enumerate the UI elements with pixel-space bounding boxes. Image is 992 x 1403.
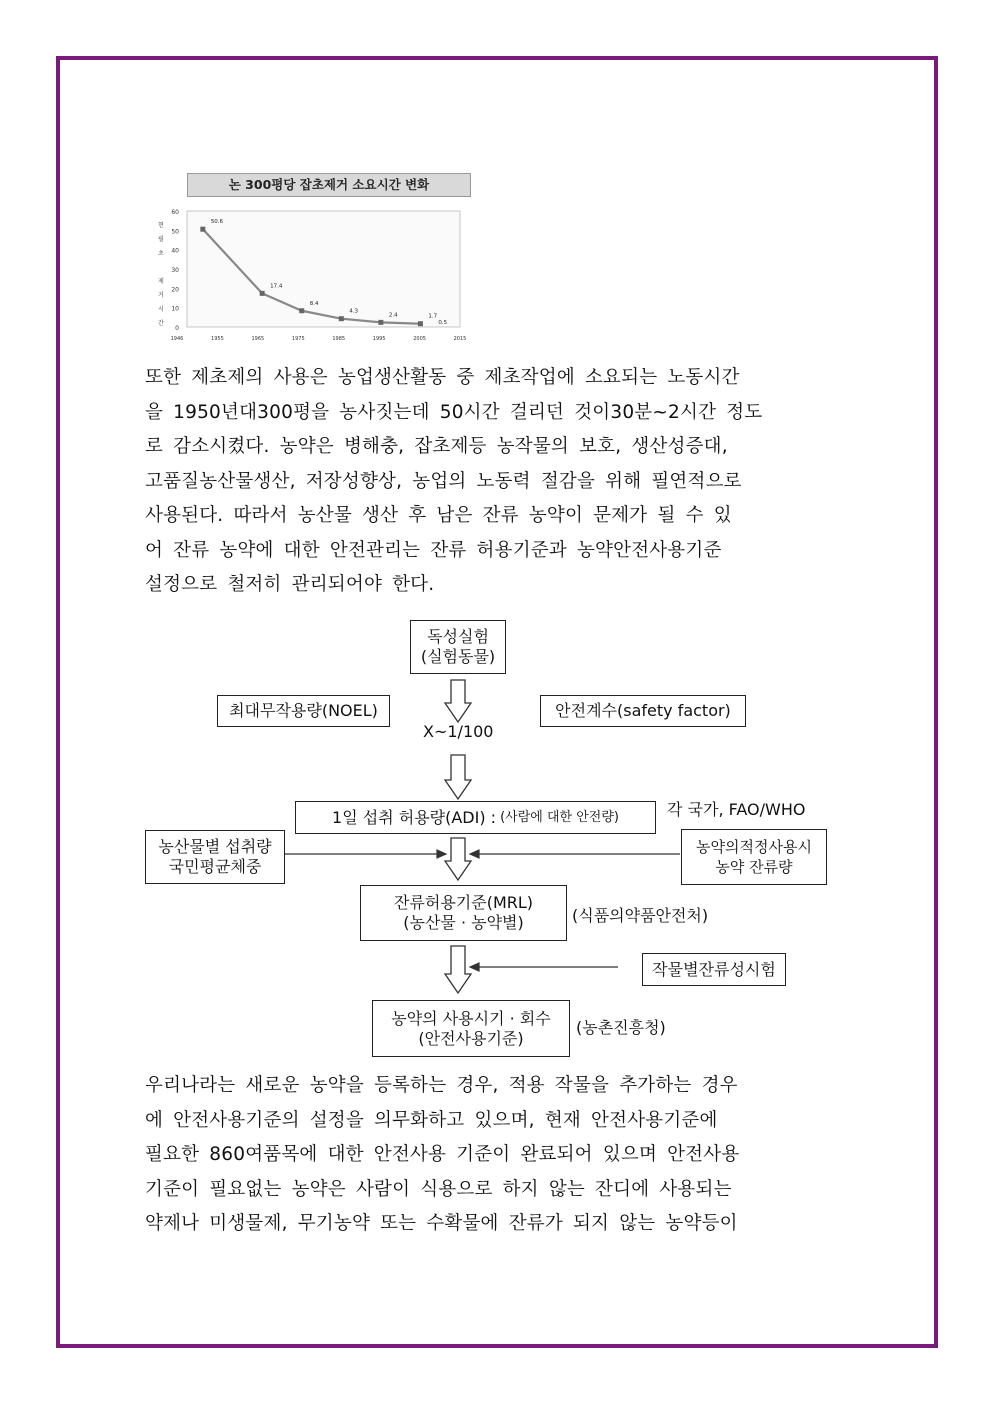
data-label: 50.6: [210, 219, 224, 226]
crop-test-box: [642, 953, 786, 986]
y-axis-label-char: 필: [158, 236, 164, 243]
text-line: 고품질농산물생산, 저장성향상, 농업의 노동력 절감을 위해 필연적으로: [145, 470, 742, 492]
data-label: 2.4: [388, 312, 398, 319]
text-line: 필요한 860여품목에 대한 안전사용 기준이 완료되어 있으며 안전사용: [145, 1144, 740, 1165]
text-line: 로 감소시켰다. 농약은 병해충, 잡초제등 농작물의 보호, 생산성증대,: [145, 436, 728, 457]
down-arrow-1: [445, 680, 471, 722]
x-tick-label: 2015: [453, 336, 467, 342]
residue-line-2: 농약 잔류량: [715, 858, 793, 876]
data-label: 8.4: [309, 300, 319, 307]
y-axis-label-char: 초: [158, 250, 164, 257]
y-tick-label: 60: [171, 209, 179, 216]
intake-arrowhead: [437, 850, 446, 858]
y-tick-label: 20: [171, 286, 179, 294]
intake-box: [145, 830, 285, 884]
intake-line-1: 농산물별 섭취량: [158, 837, 272, 856]
safety-factor-box: [540, 695, 746, 727]
x-tick-label: 1975: [291, 336, 305, 342]
down-arrow-2: [445, 755, 471, 799]
usage-box: [372, 1000, 570, 1057]
adi-box: [295, 801, 656, 834]
crop-test-label: 작물별잔류성시험: [652, 959, 776, 979]
residue-arrowhead: [470, 850, 479, 858]
down-arrow-3: [445, 838, 471, 880]
down-arrow-4: [445, 946, 471, 993]
mrl-line-2: (농산물 · 농약별): [403, 913, 524, 932]
intake-line-2: 국민평균체중: [168, 857, 262, 876]
x-tick-label: 1995: [372, 336, 386, 342]
y-tick-label: 50: [171, 228, 179, 236]
chart-title: 논 300평당 잡초제거 소요시간 변화: [187, 173, 471, 197]
x-tick-label: 2005: [413, 336, 426, 342]
x-tick-label: 1965: [251, 336, 265, 342]
data-label: 17.4: [270, 283, 283, 290]
country-label: 각 국가, FAO/WHO: [667, 800, 806, 819]
text-line: 우리나라는 새로운 농약을 등록하는 경우, 적용 작물을 추가하는 경우: [145, 1075, 738, 1096]
noel-box: [217, 695, 390, 727]
mrl-box: [360, 885, 567, 941]
residue-box: [681, 829, 827, 885]
noel-label: 최대무작용량(NOEL): [229, 701, 378, 720]
y-axis-label-char: 간: [158, 320, 164, 327]
text-line: 에 안전사용기준의 설정을 의무화하고 있으며, 현재 안전사용기준에: [145, 1109, 718, 1131]
toxicity-line-1: 독성실험: [427, 627, 489, 646]
toxicity-test-box: [410, 620, 506, 674]
x-tick-label: 1955: [211, 336, 224, 342]
residue-line-1: 농약의적정사용시: [696, 838, 812, 856]
x-tick-label: 1985: [332, 336, 346, 342]
toxicity-line-2: (실험동물): [420, 647, 496, 666]
y-axis-label-char: 시: [158, 306, 164, 313]
data-label: 1.7: [428, 313, 438, 320]
crop-test-arrowhead: [470, 963, 479, 971]
text-line: 을 1950년대300평을 농사짓는데 50시간 걸리던 것이30분~2시간 정도: [145, 401, 763, 423]
y-axis-label-char: 현: [158, 222, 164, 229]
adi-note: (사람에 대한 안전량): [500, 809, 619, 825]
adi-label: 1일 섭취 허용량(ADI) :: [332, 807, 497, 827]
y-tick-label: 0: [175, 325, 179, 332]
rda-label: (농촌진흥청): [576, 1018, 666, 1037]
y-tick-label: 40: [171, 247, 179, 255]
safety-factor-label: 안전계수(safety factor): [555, 701, 731, 720]
text-line: 설정으로 철저히 관리되어야 한다.: [145, 574, 435, 595]
mrl-line-1: 잔류허용기준(MRL): [393, 893, 534, 912]
text-line: 약제나 미생물제, 무기농약 또는 수확물에 잔류가 되지 않는 농약등이: [145, 1213, 738, 1234]
y-tick-label: 10: [171, 305, 179, 313]
mfds-label: (식품의약품안전처): [572, 906, 709, 925]
text-line: 사용된다. 따라서 농산물 생산 후 남은 잔류 농약이 문제가 될 수 있: [145, 505, 732, 526]
text-line: 어 잔류 농약에 대한 안전관리는 잔류 허용기준과 농약안전사용기준: [145, 539, 722, 561]
x-tick-label: 1946: [170, 336, 184, 342]
text-line: 기준이 필요없는 농약은 사람이 식용으로 하지 않는 잔디에 사용되는: [145, 1178, 732, 1200]
ratio-label: X~1/100: [423, 722, 494, 741]
text-line: 또한 제초제의 사용은 농업생산활동 중 제초작업에 소요되는 노동시간: [145, 367, 740, 388]
y-tick-label: 30: [171, 267, 179, 274]
data-label-extra: 0.5: [438, 320, 448, 327]
y-axis-label-char: 제: [158, 278, 164, 285]
data-label: 4.3: [349, 308, 359, 315]
usage-line-2: (안전사용기준): [418, 1028, 524, 1048]
paragraph-2: [145, 1069, 850, 1242]
y-axis-label-char: 거: [158, 292, 164, 299]
usage-line-1: 농약의 사용시기 · 회수: [391, 1008, 551, 1028]
